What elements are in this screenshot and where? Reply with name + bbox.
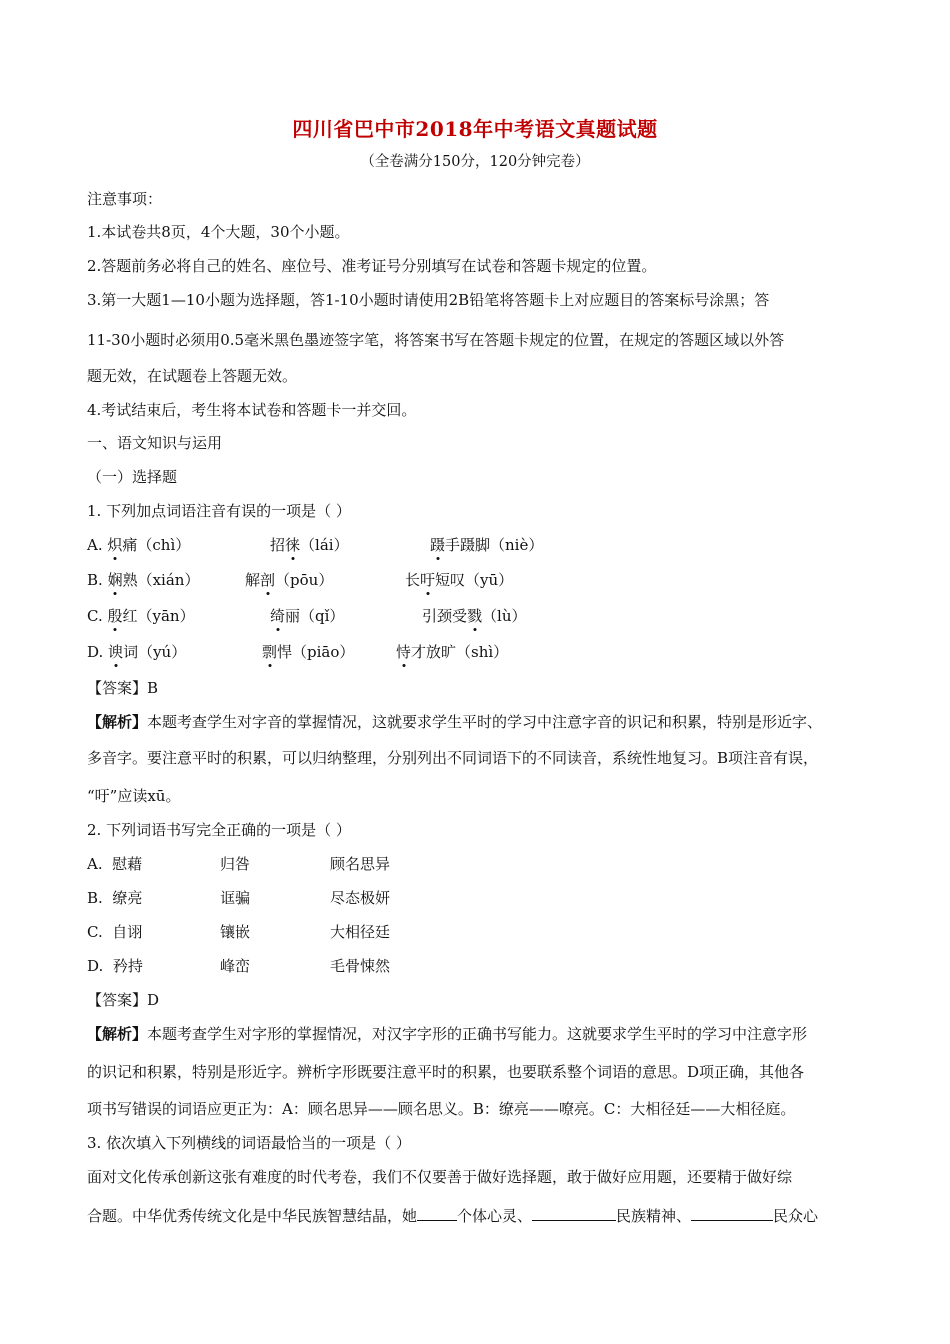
dotted-char: 蹑 (430, 536, 446, 554)
q2-option-b-word-3: 尽态极妍 (330, 889, 391, 907)
question-2-stem: 2. 下列词语书写完全正确的一项是（ ） (87, 821, 351, 839)
q1-option-a-word-2: 招徕（lái） (270, 536, 349, 554)
q1-answer: 【答案】B (87, 679, 159, 697)
dotted-char: 恃 (396, 643, 412, 661)
q3-passage-line: 合题。中华优秀传统文化是中华民族智慧结晶，她 个体心灵、 民族精神、 民众心 (87, 1207, 819, 1225)
note-line: 题无效，在试题卷上答题无效。 (87, 367, 298, 385)
q2-option-c-word-3: 大相径廷 (330, 923, 391, 941)
q2-option-d-word-3: 毛骨悚然 (330, 957, 391, 975)
note-line: 1.本试卷共8页，4个大题，30个小题。 (87, 223, 350, 241)
dotted-char: 炽 (107, 536, 123, 554)
q1-option-c: C. 殷红（yān） (87, 607, 195, 625)
q2-option-d-word-2: 峰峦 (220, 957, 251, 975)
q1-analysis-line: “吁”应读xū。 (87, 787, 181, 805)
q1-option-b-word-2: 解剖（pōu） (245, 571, 334, 589)
fill-blank (691, 1206, 773, 1221)
q1-option-d-word-2: 剽悍（piāo） (262, 643, 355, 661)
dotted-char: 娴 (107, 571, 123, 589)
q2-option-b-word-2: 诓骗 (220, 889, 251, 907)
dotted-char: 剽 (262, 643, 278, 661)
note-line: 3.第一大题1—10小题为选择题，答1-10小题时请使用2B铅笔将答题卡上对应题目的答案标号涂黑；答 (87, 291, 770, 309)
notes-heading: 注意事项： (87, 190, 163, 208)
q2-option-a-word-3: 顾名思异 (330, 855, 391, 873)
q1-option-d: D. 谀词（yú） (87, 643, 187, 661)
q1-option-d-word-3: 恃才放旷（shì） (396, 643, 509, 661)
dotted-char: 绮 (270, 607, 286, 625)
q2-option-c-word-2: 镶嵌 (220, 923, 251, 941)
q1-analysis-line: 【解析】本题考查学生对字音的掌握情况，这就要求学生平时的学习中注意字音的识记和积累，特别是形近字、 (87, 713, 823, 731)
q2-option-c: C. 自诩 (87, 923, 143, 941)
section-heading: 一、语文知识与运用 (87, 434, 223, 452)
page-title: 四川省巴中市2018年中考语文真题试题 (292, 117, 658, 141)
q2-analysis-line: 项书写错误的词语应更正为：A：顾名思异——顾名思义。B：缭亮——嘹亮。C：大相径廷——大相径庭。 (87, 1100, 796, 1118)
q2-analysis-line: 的识记和积累，特别是形近字。辨析字形既要注意平时的积累，也要联系整个词语的意思。D项正确，其他各 (87, 1063, 805, 1081)
question-3-stem: 3. 依次填入下列横线的词语最恰当的一项是（ ） (87, 1134, 411, 1152)
q1-option-b: B. 娴熟（xián） (87, 571, 200, 589)
dotted-char: 剖 (260, 571, 276, 589)
note-line: 4.考试结束后，考生将本试卷和答题卡一并交回。 (87, 401, 417, 419)
q2-option-a: A. 慰藉 (87, 855, 143, 873)
dotted-char: 徕 (285, 536, 301, 554)
q2-option-d: D. 矜持 (87, 957, 143, 975)
fill-blank (532, 1206, 616, 1221)
q1-analysis-line: 多音字。要注意平时的积累，可以归纳整理，分别列出不同词语下的不同读音，系统性地复习。B项注音有误， (87, 749, 819, 767)
q2-option-a-word-2: 归咎 (220, 855, 251, 873)
dotted-char: 殷 (107, 607, 123, 625)
q1-option-a: A. 炽痛（chì） (87, 536, 191, 554)
subsection-heading: （一）选择题 (87, 468, 178, 486)
question-1-stem: 1. 下列加点词语注音有误的一项是（ ） (87, 502, 351, 520)
q2-option-b: B. 缭亮 (87, 889, 143, 907)
dotted-char: 戮 (467, 607, 483, 625)
q2-answer: 【答案】D (87, 991, 160, 1009)
page-subtitle: （全卷满分150分，120分钟完卷） (360, 154, 590, 170)
q1-option-b-word-3: 长吁短叹（yū） (405, 571, 514, 589)
q1-option-c-word-2: 绮丽（qǐ） (270, 607, 345, 625)
q2-analysis-line: 【解析】本题考查学生对字形的掌握情况，对汉字字形的正确书写能力。这就要求学生平时的学习中注意字形 (87, 1025, 808, 1043)
dotted-char: 吁 (420, 571, 436, 589)
q1-option-a-word-3: 蹑手蹑脚（niè） (430, 536, 544, 554)
q3-passage-line: 面对文化传承创新这张有难度的时代考卷，我们不仅要善于做好选择题，敢于做好应用题，还要精于做好综 (87, 1168, 793, 1186)
q1-option-c-word-3: 引颈受戮（lù） (422, 607, 527, 625)
fill-blank (417, 1206, 457, 1221)
dotted-char: 谀 (108, 643, 124, 661)
note-line: 2.答题前务必将自己的姓名、座位号、准考证号分别填写在试卷和答题卡规定的位置。 (87, 257, 657, 275)
note-line: 11-30小题时必须用0.5毫米黑色墨迹签字笔，将答案书写在答题卡规定的位置，在规定的答题区域以外答 (87, 331, 785, 349)
